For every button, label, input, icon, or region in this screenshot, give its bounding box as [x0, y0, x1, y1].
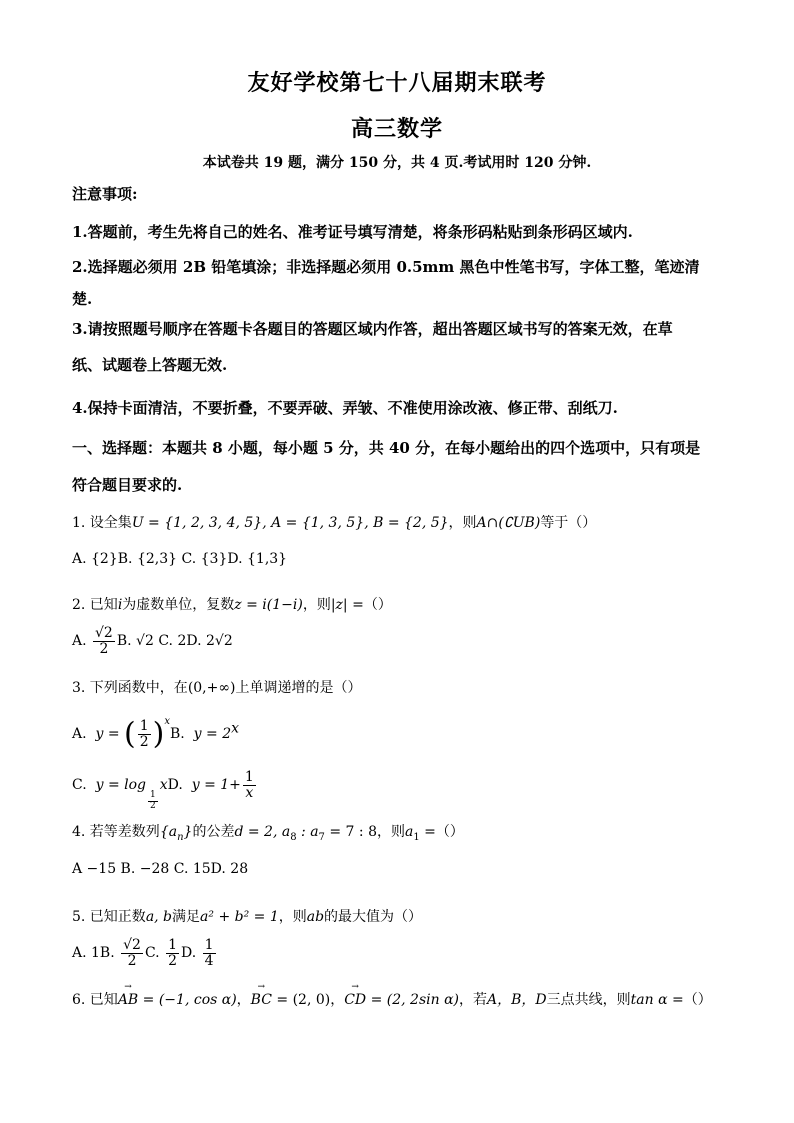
q5-option-b-denominator: 2 — [127, 952, 137, 969]
q4-condition: d = 2, a — [234, 824, 291, 840]
q3-suffix: 上单调递增的是（） — [235, 680, 362, 696]
q1-option-c-label: C. — [181, 551, 197, 567]
question-3-options-row-1 — [72, 716, 239, 752]
q5-mid-1: 满足 — [172, 909, 201, 925]
question-2 — [72, 594, 392, 614]
q5-option-c-numerator: 1 — [168, 937, 177, 953]
q5-prefix: 5. 已知正数 — [72, 909, 146, 925]
q4-mid-2: ，则 — [376, 824, 405, 840]
question-4-options: A −15 B. −28 C. 15D. 28 — [72, 861, 249, 877]
question-4 — [72, 821, 464, 843]
q3-prefix: 3. 下列函数中，在 — [72, 680, 188, 696]
q5-option-d-denominator: 4 — [204, 952, 214, 969]
q4-suffix: （） — [435, 824, 464, 840]
q2-option-a-numerator: √2 — [95, 625, 113, 641]
q4-ask-subscript: 1 — [413, 831, 420, 843]
q6-prefix: 6. 已知 — [72, 992, 118, 1008]
note-3-line-1: 3.请按照题号顺序在答题卡各题目的答题区域内作答，超出答题区域书写的答案无效，在草 — [72, 320, 673, 338]
q1-option-d-label: D. — [227, 551, 243, 567]
q6-separator-1: ， — [236, 992, 251, 1008]
q4-prefix: 4. 若等差数列 — [72, 824, 160, 840]
q1-set-a: , A = {1, 3, 5} — [262, 515, 365, 531]
q6-vector-cd: → CD — [344, 992, 366, 1008]
q3-option-d-fraction — [243, 770, 256, 800]
question-3-options-row-2 — [72, 770, 258, 811]
q3-option-c-label: C. — [72, 777, 87, 794]
q3-option-a-denominator: 2 — [139, 733, 149, 750]
q2-expression: z = i(1−i) — [234, 597, 303, 613]
note-4: 4.保持卡面清洁，不要折叠，不要弄破、弄皱、不准使用涂改液、修正带、刮纸刀. — [72, 399, 618, 417]
question-3 — [72, 677, 362, 697]
q5-variables: a, b — [145, 909, 173, 925]
q5-option-b-numerator: √2 — [123, 937, 141, 953]
q5-option-d-numerator: 1 — [204, 937, 214, 953]
exam-title: 友好学校第七十八届期末联考 — [247, 70, 547, 96]
q1-mid: ，则 — [448, 515, 477, 531]
q3-option-d-numerator: 1 — [244, 769, 254, 785]
q5-condition: a² + b² = 1 — [200, 909, 279, 925]
q2-option-c-d-labels: C. 2D. — [158, 633, 202, 650]
q4-sequence-end: } — [183, 824, 193, 840]
q2-modulus: |z| = — [330, 597, 364, 613]
q2-option-a-fraction — [93, 626, 115, 656]
q1-expression: A∩(∁UB) — [476, 515, 541, 531]
section-1-heading-line-1: 一、选择题：本题共 8 小题，每小题 5 分，共 40 分，在每小题给出的四个选项中，只有项是 — [72, 439, 701, 457]
note-1: 1.答题前，考生先将自己的姓名、准考证号填写清楚，将条形码粘贴到条形码区域内. — [72, 223, 633, 241]
q5-option-c-denominator: 2 — [168, 952, 177, 969]
q6-vector-bc-value: = (2, 0) — [271, 992, 331, 1008]
q3-option-a-lhs: y = — [95, 726, 120, 742]
q1-set-u: U = {1, 2, 3, 4, 5} — [131, 515, 263, 531]
q3-option-c-variable: x — [159, 777, 168, 794]
question-2-options — [72, 626, 233, 656]
question-5-options — [72, 938, 218, 968]
q5-option-d-label: D. — [180, 945, 197, 962]
notes-heading: 注意事项: — [72, 185, 138, 203]
q1-option-b-value: {2,3} — [136, 551, 178, 567]
exam-subject: 高三数学 — [350, 116, 443, 142]
q3-option-a-exponent: x — [164, 716, 171, 727]
q6-points: A，B，D — [487, 992, 547, 1008]
q5-option-b-fraction — [121, 938, 143, 968]
q3-option-c-base-numerator: 1 — [150, 790, 156, 801]
question-1-options — [72, 551, 287, 567]
q6-suffix: （） — [683, 992, 712, 1008]
q3-option-a-fraction — [138, 719, 151, 749]
q6-vector-ab: → AB — [118, 992, 138, 1008]
q2-option-d-value: 2√2 — [205, 633, 233, 650]
q4-mid-1: 的公差 — [192, 824, 235, 840]
q2-option-b-label: B. — [116, 633, 132, 650]
q1-suffix: 等于（） — [540, 515, 597, 531]
q5-mid-2: ，则 — [278, 909, 307, 925]
q4-sequence-subscript: n — [177, 831, 184, 843]
note-3-line-2: 纸、试题卷上答题无效. — [72, 356, 228, 374]
q1-prefix: 1. 设全集 — [72, 515, 132, 531]
q3-option-b-expression: y = 2 — [193, 726, 232, 742]
q1-option-c-value: {3} — [200, 551, 228, 567]
q2-mid-1: 为虚数单位，复数 — [122, 597, 235, 613]
question-6 — [72, 989, 712, 1009]
q2-option-b-value: √2 — [136, 633, 154, 650]
q5-option-c-fraction — [166, 938, 179, 968]
q2-mid-2: ，则 — [302, 597, 331, 613]
q5-option-c-label: C. — [144, 945, 160, 962]
note-2-line-1: 2.选择题必须用 2B 铅笔填涂；非选择题必须用 0.5mm 黑色中性笔书写，字体工整，笔迹清 — [72, 258, 700, 276]
q3-option-d-denominator: x — [245, 784, 254, 801]
q1-option-a-value: {2} — [91, 551, 118, 567]
q4-condition-subscript-1: 8 — [290, 831, 297, 843]
q5-option-a-b-labels: A. 1B. — [72, 945, 115, 962]
q4-condition-subscript-2: 7 — [318, 831, 325, 843]
q4-ask: a — [404, 824, 414, 840]
note-2-line-2: 楚. — [72, 290, 93, 308]
q4-condition-end: = 7 : 8 — [324, 824, 377, 840]
q1-option-b-label: B. — [117, 551, 133, 567]
q3-option-d-lhs: y = 1+ — [191, 777, 241, 794]
q1-set-b: , B = {2, 5} — [364, 515, 449, 531]
q6-vector-bc: → BC — [251, 992, 272, 1008]
q4-ask-end: = — [419, 824, 436, 840]
q2-option-a-label: A. — [72, 633, 87, 650]
question-1 — [72, 512, 596, 532]
q6-mid-2: 三点共线，则 — [546, 992, 631, 1008]
q3-option-c-log-base — [148, 791, 158, 811]
q4-condition-mid: : a — [296, 824, 319, 840]
q3-option-d-label: D. — [167, 777, 183, 794]
exam-info: 本试卷共 19 题，满分 150 分，共 4 页.考试用时 120 分钟. — [202, 155, 592, 171]
q2-suffix: （） — [363, 597, 392, 613]
q2-prefix: 2. 已知 — [72, 597, 118, 613]
question-5 — [72, 906, 422, 926]
q3-option-c-base-denominator: 2 — [150, 800, 156, 811]
section-1-heading-line-2: 符合题目要求的. — [72, 476, 183, 494]
q2-option-a-denominator: 2 — [99, 640, 109, 657]
q3-option-c-lhs: y = log — [95, 777, 146, 794]
q3-option-a-label: A. — [72, 726, 87, 742]
q6-separator-2: ， — [330, 992, 345, 1008]
q3-option-a-right-paren: ) — [152, 716, 165, 752]
q6-mid-1: ，若 — [459, 992, 488, 1008]
q1-option-a-label: A. — [72, 551, 87, 567]
q5-option-d-fraction — [203, 938, 216, 968]
q5-suffix: 的最大值为（） — [324, 909, 423, 925]
q3-option-b-label: B. — [170, 726, 185, 742]
q3-option-a-numerator: 1 — [139, 717, 149, 734]
q6-tangent: tan α = — [630, 992, 684, 1008]
q3-interval: (0,+∞) — [187, 680, 236, 696]
q3-option-a-left-paren: ( — [124, 716, 136, 752]
q6-vector-cd-value: = (2, 2sin α) — [366, 992, 460, 1008]
q3-option-b-exponent: x — [231, 720, 240, 737]
q1-option-d-value: {1,3} — [247, 551, 288, 567]
q5-product: ab — [306, 909, 325, 925]
q2-imag-unit: i — [117, 597, 123, 613]
q4-sequence: {a — [159, 824, 178, 840]
q6-vector-ab-value: = (−1, cos α) — [138, 992, 237, 1008]
